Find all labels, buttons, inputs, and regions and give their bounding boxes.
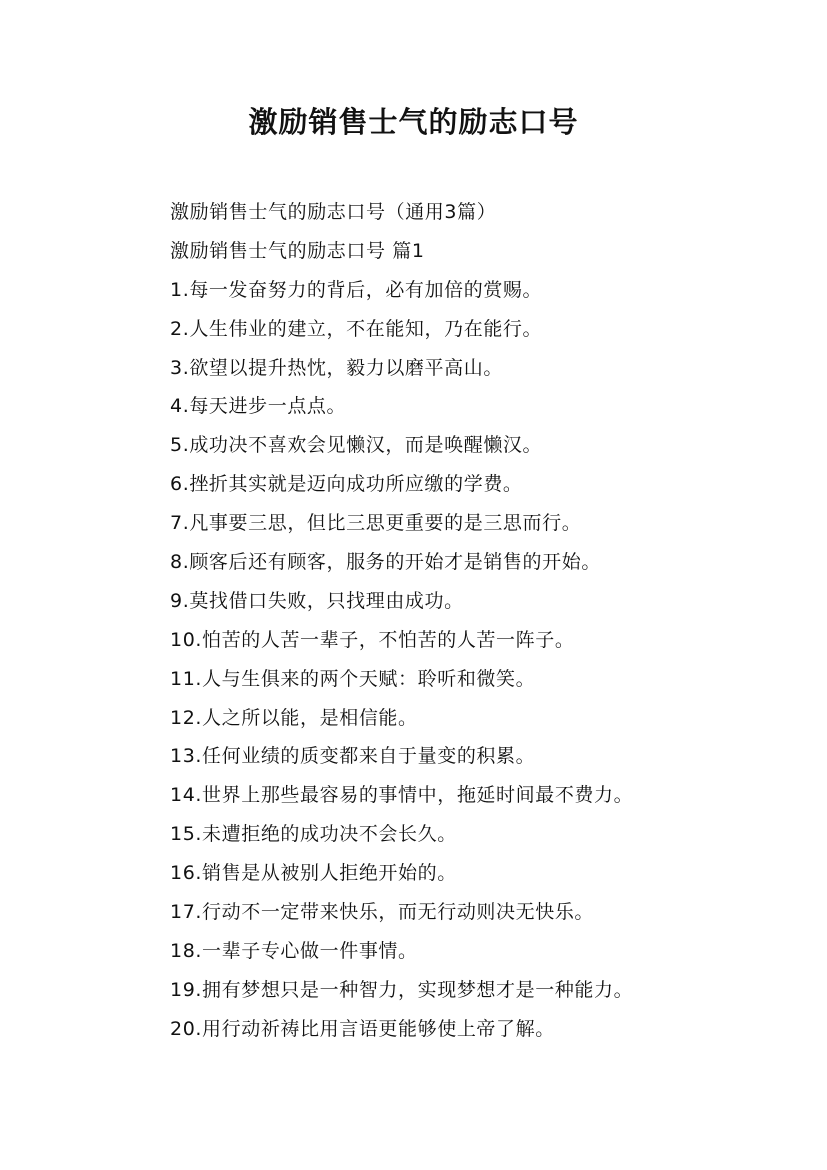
- document-title: 激励销售士气的励志口号: [248, 105, 579, 139]
- slogan-item: 17.行动不一定带来快乐，而无行动则决无快乐。: [170, 901, 595, 924]
- slogan-item: 6.挫折其实就是迈向成功所应缴的学费。: [170, 473, 523, 496]
- section-heading: 激励销售士气的励志口号 篇1: [170, 239, 425, 262]
- slogan-item: 20.用行动祈祷比用言语更能够使上帝了解。: [170, 1017, 555, 1040]
- slogan-item: 14.世界上那些最容易的事情中，拖延时间最不费力。: [170, 784, 634, 807]
- slogan-item: 3.欲望以提升热忱，毅力以磨平高山。: [170, 356, 503, 379]
- slogan-item: 12.人之所以能，是相信能。: [170, 706, 418, 729]
- slogan-item: 11.人与生俱来的两个天赋：聆听和微笑。: [170, 667, 536, 690]
- slogan-item: 10.怕苦的人苦一辈子，不怕苦的人苦一阵子。: [170, 628, 575, 651]
- slogan-item: 16.销售是从被别人拒绝开始的。: [170, 862, 457, 885]
- slogan-item: 18.一辈子专心做一件事情。: [170, 939, 418, 962]
- slogan-item: 2.人生伟业的建立，不在能知，乃在能行。: [170, 317, 543, 340]
- slogan-item: 9.莫找借口失败，只找理由成功。: [170, 589, 464, 612]
- slogan-item: 4.每天进步一点点。: [170, 395, 347, 418]
- slogan-item: 19.拥有梦想只是一种智力，实现梦想才是一种能力。: [170, 978, 634, 1001]
- slogan-item: 13.任何业绩的质变都来自于量变的积累。: [170, 745, 536, 768]
- slogan-item: 15.未遭拒绝的成功决不会长久。: [170, 823, 457, 846]
- document-subtitle: 激励销售士气的励志口号（通用3篇）: [170, 201, 497, 223]
- slogan-item: 5.成功决不喜欢会见懒汉，而是唤醒懒汉。: [170, 434, 543, 457]
- slogan-item: 8.顾客后还有顾客，服务的开始才是销售的开始。: [170, 551, 601, 574]
- slogan-item: 1.每一发奋努力的背后，必有加倍的赏赐。: [170, 278, 543, 301]
- slogan-item: 7.凡事要三思，但比三思更重要的是三思而行。: [170, 512, 582, 535]
- document-body: [170, 193, 770, 1049]
